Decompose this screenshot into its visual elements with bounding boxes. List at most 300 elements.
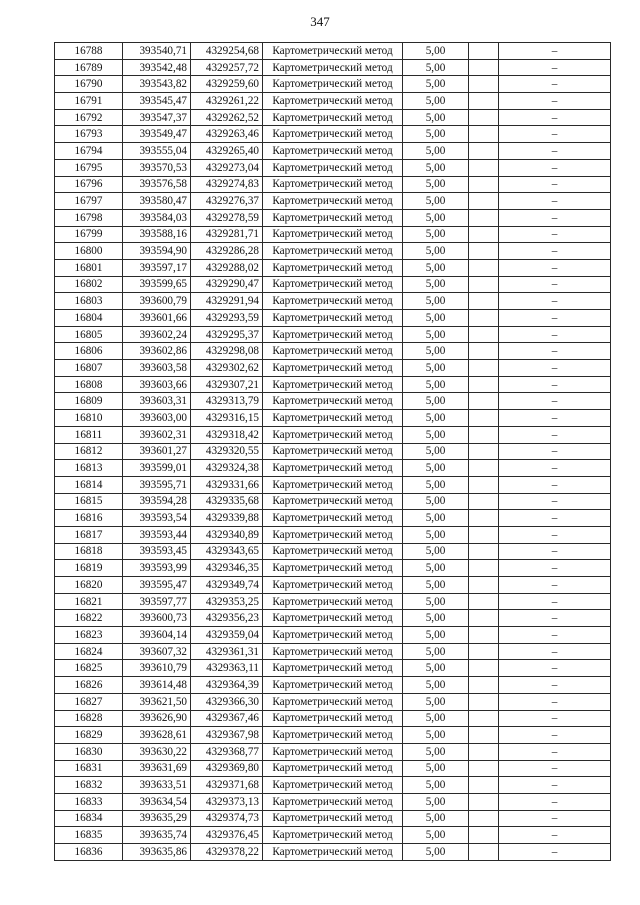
point-number-cell: 16826 <box>55 677 123 694</box>
y-coordinate-cell: 4329259,60 <box>191 76 263 93</box>
note-cell: – <box>499 326 611 343</box>
point-number-cell: 16825 <box>55 660 123 677</box>
blank-cell <box>469 326 499 343</box>
y-coordinate-cell: 4329373,13 <box>191 793 263 810</box>
accuracy-cell: 5,00 <box>403 493 469 510</box>
x-coordinate-cell: 393603,31 <box>123 393 191 410</box>
table-row <box>55 343 611 360</box>
table-row <box>55 760 611 777</box>
point-number-cell: 16799 <box>55 226 123 243</box>
y-coordinate-cell: 4329366,30 <box>191 693 263 710</box>
note-cell: – <box>499 577 611 594</box>
note-cell: – <box>499 76 611 93</box>
table-row <box>55 126 611 143</box>
table-row <box>55 243 611 260</box>
point-number-cell: 16789 <box>55 59 123 76</box>
point-number-cell: 16804 <box>55 310 123 327</box>
method-cell: Картометрический метод <box>263 727 403 744</box>
accuracy-cell: 5,00 <box>403 376 469 393</box>
blank-cell <box>469 476 499 493</box>
blank-cell <box>469 493 499 510</box>
point-number-cell: 16796 <box>55 176 123 193</box>
method-cell: Картометрический метод <box>263 577 403 594</box>
y-coordinate-cell: 4329353,25 <box>191 593 263 610</box>
y-coordinate-cell: 4329261,22 <box>191 93 263 110</box>
method-cell: Картометрический метод <box>263 660 403 677</box>
y-coordinate-cell: 4329318,42 <box>191 426 263 443</box>
x-coordinate-cell: 393584,03 <box>123 209 191 226</box>
x-coordinate-cell: 393580,47 <box>123 193 191 210</box>
method-cell: Картометрический метод <box>263 760 403 777</box>
x-coordinate-cell: 393631,69 <box>123 760 191 777</box>
table-row <box>55 793 611 810</box>
method-cell: Картометрический метод <box>263 777 403 794</box>
table-row <box>55 276 611 293</box>
method-cell: Картометрический метод <box>263 677 403 694</box>
accuracy-cell: 5,00 <box>403 660 469 677</box>
table-row <box>55 543 611 560</box>
y-coordinate-cell: 4329368,77 <box>191 743 263 760</box>
method-cell: Картометрический метод <box>263 426 403 443</box>
method-cell: Картометрический метод <box>263 643 403 660</box>
x-coordinate-cell: 393635,29 <box>123 810 191 827</box>
method-cell: Картометрический метод <box>263 710 403 727</box>
accuracy-cell: 5,00 <box>403 610 469 627</box>
table-row <box>55 493 611 510</box>
x-coordinate-cell: 393593,54 <box>123 510 191 527</box>
note-cell: – <box>499 393 611 410</box>
note-cell: – <box>499 643 611 660</box>
x-coordinate-cell: 393555,04 <box>123 143 191 160</box>
x-coordinate-cell: 393603,66 <box>123 376 191 393</box>
x-coordinate-cell: 393597,17 <box>123 259 191 276</box>
y-coordinate-cell: 4329335,68 <box>191 493 263 510</box>
point-number-cell: 16792 <box>55 109 123 126</box>
blank-cell <box>469 159 499 176</box>
note-cell: – <box>499 844 611 861</box>
note-cell: – <box>499 677 611 694</box>
accuracy-cell: 5,00 <box>403 710 469 727</box>
blank-cell <box>469 393 499 410</box>
point-number-cell: 16811 <box>55 426 123 443</box>
blank-cell <box>469 443 499 460</box>
note-cell: – <box>499 343 611 360</box>
accuracy-cell: 5,00 <box>403 126 469 143</box>
blank-cell <box>469 76 499 93</box>
method-cell: Картометрический метод <box>263 143 403 160</box>
note-cell: – <box>499 493 611 510</box>
blank-cell <box>469 510 499 527</box>
accuracy-cell: 5,00 <box>403 193 469 210</box>
note-cell: – <box>499 276 611 293</box>
x-coordinate-cell: 393602,31 <box>123 426 191 443</box>
blank-cell <box>469 209 499 226</box>
method-cell: Картометрический метод <box>263 460 403 477</box>
accuracy-cell: 5,00 <box>403 577 469 594</box>
table-row <box>55 460 611 477</box>
method-cell: Картометрический метод <box>263 810 403 827</box>
point-number-cell: 16814 <box>55 476 123 493</box>
point-number-cell: 16809 <box>55 393 123 410</box>
blank-cell <box>469 43 499 60</box>
accuracy-cell: 5,00 <box>403 109 469 126</box>
y-coordinate-cell: 4329307,21 <box>191 376 263 393</box>
x-coordinate-cell: 393604,14 <box>123 627 191 644</box>
x-coordinate-cell: 393545,47 <box>123 93 191 110</box>
point-number-cell: 16833 <box>55 793 123 810</box>
method-cell: Картометрический метод <box>263 793 403 810</box>
point-number-cell: 16819 <box>55 560 123 577</box>
table-row <box>55 660 611 677</box>
point-number-cell: 16790 <box>55 76 123 93</box>
blank-cell <box>469 827 499 844</box>
table-row <box>55 159 611 176</box>
accuracy-cell: 5,00 <box>403 810 469 827</box>
method-cell: Картометрический метод <box>263 226 403 243</box>
x-coordinate-cell: 393635,74 <box>123 827 191 844</box>
y-coordinate-cell: 4329349,74 <box>191 577 263 594</box>
blank-cell <box>469 126 499 143</box>
accuracy-cell: 5,00 <box>403 410 469 427</box>
y-coordinate-cell: 4329257,72 <box>191 59 263 76</box>
blank-cell <box>469 93 499 110</box>
page-number: 347 <box>310 14 330 29</box>
table-row <box>55 226 611 243</box>
method-cell: Картометрический метод <box>263 326 403 343</box>
point-number-cell: 16820 <box>55 577 123 594</box>
accuracy-cell: 5,00 <box>403 159 469 176</box>
note-cell: – <box>499 660 611 677</box>
y-coordinate-cell: 4329339,88 <box>191 510 263 527</box>
blank-cell <box>469 109 499 126</box>
table-row <box>55 59 611 76</box>
note-cell: – <box>499 476 611 493</box>
y-coordinate-cell: 4329278,59 <box>191 209 263 226</box>
x-coordinate-cell: 393599,65 <box>123 276 191 293</box>
y-coordinate-cell: 4329281,71 <box>191 226 263 243</box>
note-cell: – <box>499 109 611 126</box>
y-coordinate-cell: 4329324,38 <box>191 460 263 477</box>
method-cell: Картометрический метод <box>263 593 403 610</box>
table-row <box>55 476 611 493</box>
accuracy-cell: 5,00 <box>403 777 469 794</box>
table-row <box>55 376 611 393</box>
accuracy-cell: 5,00 <box>403 844 469 861</box>
x-coordinate-cell: 393599,01 <box>123 460 191 477</box>
point-number-cell: 16824 <box>55 643 123 660</box>
method-cell: Картометрический метод <box>263 393 403 410</box>
point-number-cell: 16810 <box>55 410 123 427</box>
point-number-cell: 16807 <box>55 360 123 377</box>
x-coordinate-cell: 393634,54 <box>123 793 191 810</box>
method-cell: Картометрический метод <box>263 510 403 527</box>
note-cell: – <box>499 543 611 560</box>
note-cell: – <box>499 526 611 543</box>
method-cell: Картометрический метод <box>263 844 403 861</box>
table-row <box>55 727 611 744</box>
blank-cell <box>469 577 499 594</box>
point-number-cell: 16815 <box>55 493 123 510</box>
point-number-cell: 16800 <box>55 243 123 260</box>
blank-cell <box>469 310 499 327</box>
table-row <box>55 393 611 410</box>
point-number-cell: 16835 <box>55 827 123 844</box>
method-cell: Картометрический метод <box>263 476 403 493</box>
x-coordinate-cell: 393600,79 <box>123 293 191 310</box>
x-coordinate-cell: 393593,45 <box>123 543 191 560</box>
point-number-cell: 16795 <box>55 159 123 176</box>
note-cell: – <box>499 93 611 110</box>
note-cell: – <box>499 443 611 460</box>
table-row <box>55 176 611 193</box>
note-cell: – <box>499 827 611 844</box>
accuracy-cell: 5,00 <box>403 743 469 760</box>
note-cell: – <box>499 610 611 627</box>
accuracy-cell: 5,00 <box>403 209 469 226</box>
table-row <box>55 844 611 861</box>
blank-cell <box>469 610 499 627</box>
point-number-cell: 16793 <box>55 126 123 143</box>
note-cell: – <box>499 727 611 744</box>
x-coordinate-cell: 393595,47 <box>123 577 191 594</box>
accuracy-cell: 5,00 <box>403 526 469 543</box>
table-row <box>55 310 611 327</box>
blank-cell <box>469 226 499 243</box>
x-coordinate-cell: 393600,73 <box>123 610 191 627</box>
method-cell: Картометрический метод <box>263 126 403 143</box>
blank-cell <box>469 526 499 543</box>
x-coordinate-cell: 393603,00 <box>123 410 191 427</box>
method-cell: Картометрический метод <box>263 376 403 393</box>
blank-cell <box>469 243 499 260</box>
accuracy-cell: 5,00 <box>403 176 469 193</box>
table-row <box>55 810 611 827</box>
table-row <box>55 677 611 694</box>
table-row <box>55 93 611 110</box>
blank-cell <box>469 643 499 660</box>
note-cell: – <box>499 293 611 310</box>
method-cell: Картометрический метод <box>263 360 403 377</box>
note-cell: – <box>499 143 611 160</box>
y-coordinate-cell: 4329367,46 <box>191 710 263 727</box>
accuracy-cell: 5,00 <box>403 143 469 160</box>
y-coordinate-cell: 4329361,31 <box>191 643 263 660</box>
accuracy-cell: 5,00 <box>403 326 469 343</box>
x-coordinate-cell: 393547,37 <box>123 109 191 126</box>
x-coordinate-cell: 393633,51 <box>123 777 191 794</box>
point-number-cell: 16802 <box>55 276 123 293</box>
accuracy-cell: 5,00 <box>403 43 469 60</box>
blank-cell <box>469 760 499 777</box>
y-coordinate-cell: 4329340,89 <box>191 526 263 543</box>
blank-cell <box>469 343 499 360</box>
table-row <box>55 43 611 60</box>
accuracy-cell: 5,00 <box>403 76 469 93</box>
table-row <box>55 693 611 710</box>
point-number-cell: 16823 <box>55 627 123 644</box>
x-coordinate-cell: 393628,61 <box>123 727 191 744</box>
point-number-cell: 16831 <box>55 760 123 777</box>
method-cell: Картометрический метод <box>263 560 403 577</box>
note-cell: – <box>499 360 611 377</box>
note-cell: – <box>499 243 611 260</box>
accuracy-cell: 5,00 <box>403 310 469 327</box>
x-coordinate-cell: 393595,71 <box>123 476 191 493</box>
x-coordinate-cell: 393593,99 <box>123 560 191 577</box>
blank-cell <box>469 627 499 644</box>
point-number-cell: 16812 <box>55 443 123 460</box>
table-row <box>55 526 611 543</box>
x-coordinate-cell: 393588,16 <box>123 226 191 243</box>
table-row <box>55 610 611 627</box>
table-row <box>55 143 611 160</box>
blank-cell <box>469 810 499 827</box>
point-number-cell: 16834 <box>55 810 123 827</box>
x-coordinate-cell: 393602,86 <box>123 343 191 360</box>
y-coordinate-cell: 4329254,68 <box>191 43 263 60</box>
y-coordinate-cell: 4329369,80 <box>191 760 263 777</box>
blank-cell <box>469 293 499 310</box>
x-coordinate-cell: 393540,71 <box>123 43 191 60</box>
table-row <box>55 627 611 644</box>
table-row <box>55 259 611 276</box>
table-row <box>55 593 611 610</box>
note-cell: – <box>499 693 611 710</box>
y-coordinate-cell: 4329376,45 <box>191 827 263 844</box>
accuracy-cell: 5,00 <box>403 693 469 710</box>
table-row <box>55 743 611 760</box>
accuracy-cell: 5,00 <box>403 560 469 577</box>
point-number-cell: 16822 <box>55 610 123 627</box>
accuracy-cell: 5,00 <box>403 360 469 377</box>
y-coordinate-cell: 4329364,39 <box>191 677 263 694</box>
x-coordinate-cell: 393570,53 <box>123 159 191 176</box>
y-coordinate-cell: 4329265,40 <box>191 143 263 160</box>
note-cell: – <box>499 810 611 827</box>
point-number-cell: 16830 <box>55 743 123 760</box>
note-cell: – <box>499 176 611 193</box>
table-row <box>55 777 611 794</box>
point-number-cell: 16803 <box>55 293 123 310</box>
method-cell: Картометрический метод <box>263 543 403 560</box>
method-cell: Картометрический метод <box>263 627 403 644</box>
method-cell: Картометрический метод <box>263 43 403 60</box>
y-coordinate-cell: 4329291,94 <box>191 293 263 310</box>
table-row <box>55 109 611 126</box>
y-coordinate-cell: 4329288,02 <box>191 259 263 276</box>
note-cell: – <box>499 59 611 76</box>
y-coordinate-cell: 4329374,73 <box>191 810 263 827</box>
method-cell: Картометрический метод <box>263 176 403 193</box>
x-coordinate-cell: 393602,24 <box>123 326 191 343</box>
point-number-cell: 16828 <box>55 710 123 727</box>
x-coordinate-cell: 393593,44 <box>123 526 191 543</box>
accuracy-cell: 5,00 <box>403 243 469 260</box>
point-number-cell: 16805 <box>55 326 123 343</box>
coordinates-table <box>54 42 611 861</box>
method-cell: Картометрический метод <box>263 193 403 210</box>
note-cell: – <box>499 510 611 527</box>
table-row <box>55 193 611 210</box>
blank-cell <box>469 593 499 610</box>
method-cell: Картометрический метод <box>263 276 403 293</box>
y-coordinate-cell: 4329262,52 <box>191 109 263 126</box>
blank-cell <box>469 777 499 794</box>
blank-cell <box>469 259 499 276</box>
point-number-cell: 16832 <box>55 777 123 794</box>
table-row <box>55 293 611 310</box>
blank-cell <box>469 660 499 677</box>
note-cell: – <box>499 209 611 226</box>
table-row <box>55 577 611 594</box>
note-cell: – <box>499 777 611 794</box>
x-coordinate-cell: 393576,58 <box>123 176 191 193</box>
accuracy-cell: 5,00 <box>403 276 469 293</box>
accuracy-cell: 5,00 <box>403 543 469 560</box>
point-number-cell: 16794 <box>55 143 123 160</box>
x-coordinate-cell: 393607,32 <box>123 643 191 660</box>
y-coordinate-cell: 4329356,23 <box>191 610 263 627</box>
point-number-cell: 16797 <box>55 193 123 210</box>
blank-cell <box>469 793 499 810</box>
accuracy-cell: 5,00 <box>403 460 469 477</box>
method-cell: Картометрический метод <box>263 827 403 844</box>
y-coordinate-cell: 4329346,35 <box>191 560 263 577</box>
y-coordinate-cell: 4329302,62 <box>191 360 263 377</box>
method-cell: Картометрический метод <box>263 610 403 627</box>
blank-cell <box>469 727 499 744</box>
note-cell: – <box>499 159 611 176</box>
x-coordinate-cell: 393635,86 <box>123 844 191 861</box>
method-cell: Картометрический метод <box>263 76 403 93</box>
blank-cell <box>469 743 499 760</box>
table-row <box>55 426 611 443</box>
method-cell: Картометрический метод <box>263 743 403 760</box>
x-coordinate-cell: 393543,82 <box>123 76 191 93</box>
method-cell: Картометрический метод <box>263 209 403 226</box>
note-cell: – <box>499 460 611 477</box>
point-number-cell: 16817 <box>55 526 123 543</box>
note-cell: – <box>499 627 611 644</box>
method-cell: Картометрический метод <box>263 410 403 427</box>
accuracy-cell: 5,00 <box>403 476 469 493</box>
note-cell: – <box>499 376 611 393</box>
accuracy-cell: 5,00 <box>403 760 469 777</box>
accuracy-cell: 5,00 <box>403 593 469 610</box>
x-coordinate-cell: 393621,50 <box>123 693 191 710</box>
x-coordinate-cell: 393603,58 <box>123 360 191 377</box>
note-cell: – <box>499 226 611 243</box>
x-coordinate-cell: 393594,28 <box>123 493 191 510</box>
table-row <box>55 643 611 660</box>
accuracy-cell: 5,00 <box>403 627 469 644</box>
blank-cell <box>469 844 499 861</box>
method-cell: Картометрический метод <box>263 259 403 276</box>
y-coordinate-cell: 4329274,83 <box>191 176 263 193</box>
blank-cell <box>469 59 499 76</box>
x-coordinate-cell: 393601,66 <box>123 310 191 327</box>
y-coordinate-cell: 4329273,04 <box>191 159 263 176</box>
blank-cell <box>469 193 499 210</box>
note-cell: – <box>499 193 611 210</box>
point-number-cell: 16788 <box>55 43 123 60</box>
accuracy-cell: 5,00 <box>403 426 469 443</box>
accuracy-cell: 5,00 <box>403 293 469 310</box>
blank-cell <box>469 543 499 560</box>
accuracy-cell: 5,00 <box>403 643 469 660</box>
table-row <box>55 710 611 727</box>
y-coordinate-cell: 4329331,66 <box>191 476 263 493</box>
